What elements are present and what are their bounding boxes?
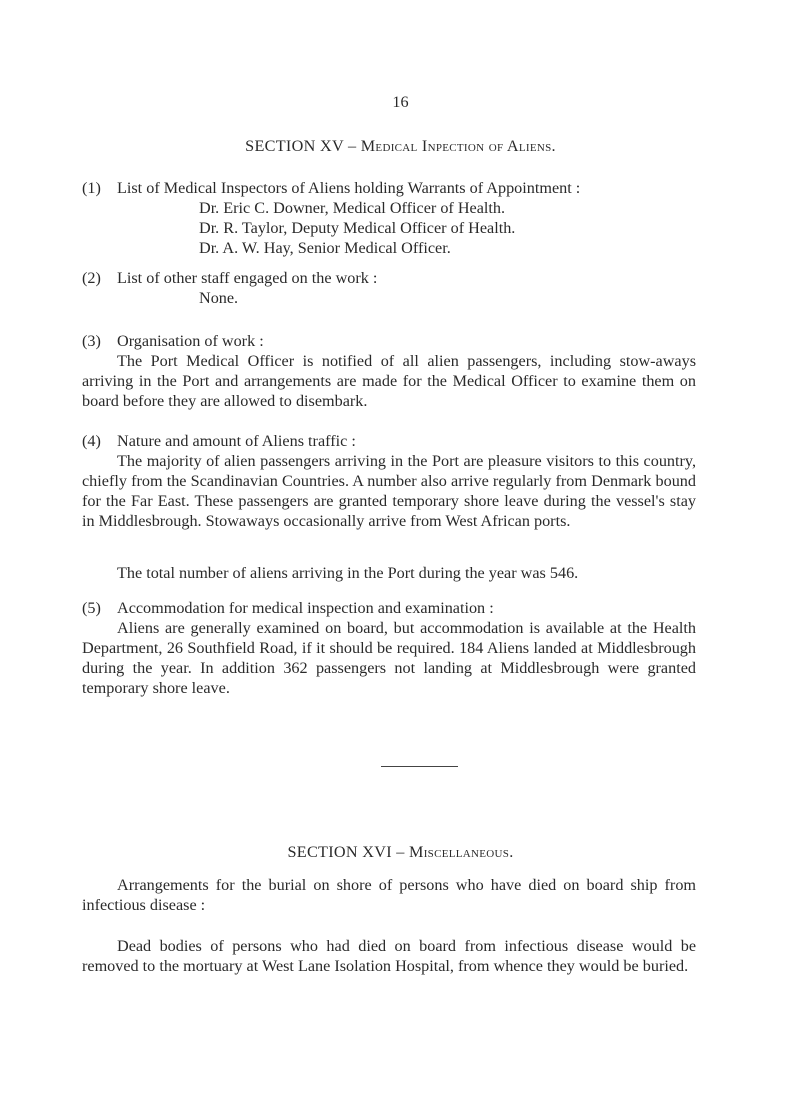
page-number: 16 — [392, 93, 409, 111]
item-number: (4) — [82, 432, 101, 450]
section-16-title: Miscellaneous. — [409, 843, 514, 861]
item-heading: Nature and amount of Aliens traffic : — [117, 432, 356, 450]
item-2 — [82, 268, 696, 308]
misc-paragraph: Dead bodies of persons who had died on board from infectious disease would be removed to the mortuary at West Lane Isolation Hospital, from whence they would be buried. — [82, 937, 696, 975]
item-heading: List of other staff engaged on the work : — [117, 269, 378, 287]
item-number: (1) — [82, 179, 101, 197]
misc-paragraph-1 — [82, 875, 696, 915]
section-15-heading — [0, 136, 801, 156]
inspector-line: Dr. A. W. Hay, Senior Medical Officer. — [199, 239, 451, 257]
misc-paragraph: Arrangements for the burial on shore of persons who have died on board ship from infectious disease : — [82, 876, 696, 914]
section-16-prefix: SECTION XVI – — [287, 843, 410, 861]
item-paragraph: Aliens are generally examined on board, but accommodation is available at the Health Department, 26 Southfield Road, if it should be required. 184 Aliens landed at Middlesbrough during the year. In addition 362 passengers not landing at Middlesbrough were granted temporary shore leave. — [82, 619, 696, 697]
item-heading: List of Medical Inspectors of Aliens holding Warrants of Appointment : — [117, 179, 581, 197]
section-15-prefix: SECTION XV – — [245, 137, 361, 155]
item-1 — [82, 178, 696, 258]
section-16-heading — [0, 842, 801, 862]
item-paragraph: The majority of alien passengers arriving in the Port are pleasure visitors to this country, chiefly from the Scandinavian Countries. A number also arrive regularly from Denmark bound for the Far East. These passengers are granted temporary shore leave during the vessel's stay in Middlesbrough. Stowaways occasionally arrive from West African ports. — [82, 452, 696, 530]
staff-line: None. — [199, 289, 239, 307]
section-divider — [381, 766, 458, 767]
item-4-total — [82, 563, 696, 583]
item-heading: Accommodation for medical inspection and examination : — [117, 599, 494, 617]
section-15-title: Medical Inpection of Aliens. — [360, 137, 556, 155]
inspector-line: Dr. Eric C. Downer, Medical Officer of Health. — [199, 199, 506, 217]
item-5 — [82, 598, 696, 698]
item-number: (2) — [82, 269, 101, 287]
item-paragraph: The total number of aliens arriving in the Port during the year was 546. — [117, 564, 579, 582]
item-number: (5) — [82, 599, 101, 617]
item-3 — [82, 331, 696, 411]
item-number: (3) — [82, 332, 101, 350]
inspector-line: Dr. R. Taylor, Deputy Medical Officer of Health. — [199, 219, 516, 237]
item-4 — [82, 431, 696, 531]
item-paragraph: The Port Medical Officer is notified of all alien passengers, including stow-aways arriving in the Port and arrangements are made for the Medical Officer to examine them on board before they are allowed to disembark. — [82, 352, 696, 410]
item-heading: Organisation of work : — [117, 332, 264, 350]
misc-paragraph-2 — [82, 936, 696, 976]
